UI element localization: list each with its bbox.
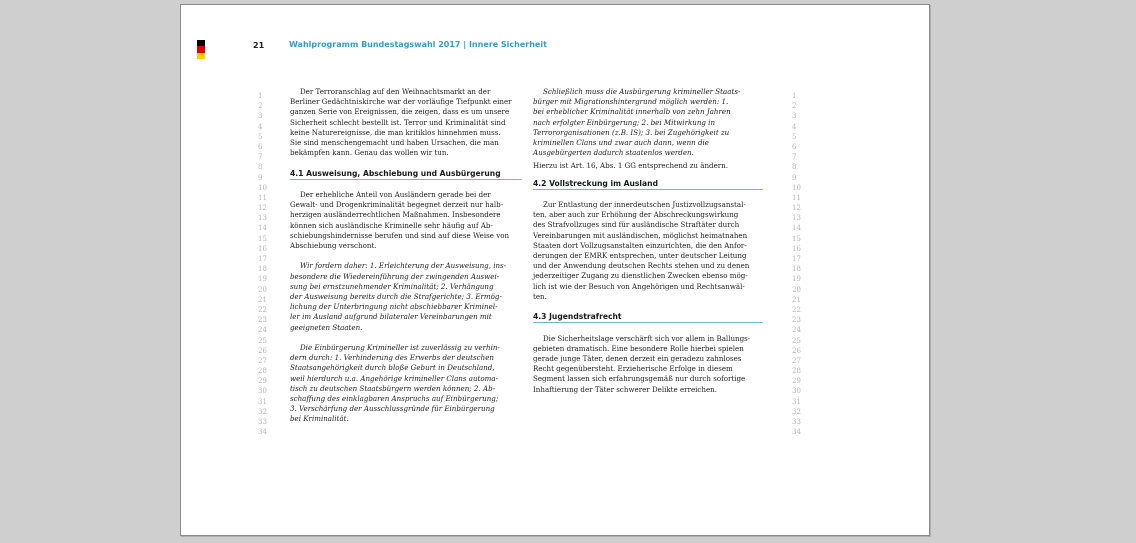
line-number: 26 (792, 346, 801, 355)
text-line: gebieten dramatisch. Eine besondere Rolle hierbei spielen (533, 343, 744, 353)
text-line: besondere die Wiedereinführung der zwingenden Auswei- (290, 271, 500, 281)
line-number: 23 (792, 316, 801, 325)
text-line: und der Anwendung deutschen Rechts stehen und zu denen (533, 261, 750, 271)
section-heading-4-2: 4.2 Vollstreckung im Ausland (533, 179, 763, 190)
german-flag-icon (197, 40, 205, 59)
text-line: Sicherheit schlecht bestellt ist. Terror und Kriminalität sind (290, 117, 506, 127)
text-line: ten. (533, 291, 547, 301)
text-line: Sie sind menschengemacht und haben Ursachen, die man (290, 138, 499, 148)
text-line: gerade junge Täter, denen derzeit ein geradezu zahnloses (533, 354, 742, 363)
text-line: können sich ausländische Kriminelle sehr häufig auf Ab- (290, 220, 493, 230)
text-line: geeigneten Staaten. (290, 322, 363, 332)
line-number: 21 (792, 295, 801, 304)
line-number: 19 (792, 275, 801, 284)
text-line: herzigen ausländerrechtlichen Maßnahmen. Insbesondere (290, 210, 501, 220)
line-number: 15 (258, 234, 267, 243)
text-line: schiebungshindernisse berufen und sind auf diese Weise von (290, 230, 510, 240)
text-line: lich ist wie der Besuch von Angehörigen und Rechtsanwäl- (533, 281, 745, 291)
line-number: 1 (792, 92, 797, 100)
text-line: ganzen Serie von Ereignissen, die zeigen, dass es um unsere (290, 107, 510, 117)
text-line: Segment lassen sich erfahrungsgemäß nur durch sofortige (533, 374, 746, 384)
line-number: 20 (792, 285, 801, 294)
line-number: 25 (792, 336, 801, 345)
line-number: 28 (792, 367, 801, 376)
text-line: ten, aber auch zur Erhöhung der Abschreckungswirkung (533, 210, 739, 220)
text-line: bei erheblicher Kriminalität innerhalb von zehn Jahren (533, 107, 731, 117)
line-number: 27 (258, 356, 267, 365)
line-number: 10 (792, 183, 801, 192)
text-line: Inhaftierung der Täter schwerer Delikte erreichen. (533, 384, 717, 394)
line-number: 31 (258, 397, 267, 406)
text-line: Schließlich muss die Ausbürgerung krimineller Staats- (543, 87, 741, 96)
line-number: 22 (258, 305, 267, 314)
line-number: 13 (792, 214, 801, 223)
line-number: 17 (258, 255, 267, 263)
line-number: 12 (258, 204, 267, 213)
line-number: 25 (258, 336, 267, 345)
line-number: 32 (258, 407, 267, 416)
line-number: 7 (258, 153, 263, 162)
section-4-1-paragraph-3 (290, 343, 522, 425)
line-number: 19 (258, 275, 267, 284)
text-line: Gewalt- und Drogenkriminalität begegnet derzeit nur halb- (290, 200, 504, 210)
line-number: 8 (792, 163, 797, 172)
text-line: nach erfolgter Einbürgerung; 2. bei Mitwirkung in (533, 117, 716, 127)
section-heading-4-3: 4.3 Jugendstrafrecht (533, 312, 763, 323)
line-number: 2 (792, 102, 797, 111)
line-number: 11 (792, 193, 801, 202)
line-number: 15 (792, 234, 801, 243)
text-line: lichung der Unterbringung nicht abschiebbarer Kriminel- (290, 302, 498, 312)
text-line: ler im Ausland aufgrund bilateraler Vereinbarungen mit (290, 312, 492, 322)
section-4-1-paragraph-1 (290, 190, 522, 251)
line-number: 17 (792, 255, 801, 263)
left-line-numbers (258, 91, 267, 437)
text-line: bürger mit Migrationshintergrund möglich werden: 1. (533, 97, 729, 107)
line-number: 4 (258, 122, 263, 131)
line-number: 4 (792, 122, 797, 131)
text-line: Staatsangehörigkeit durch bloße Geburt in Deutschland, (290, 363, 495, 373)
line-number: 14 (792, 224, 801, 233)
text-line: Recht gegenübersteht. Erzieherische Erfolge in diesem (533, 364, 733, 374)
line-number: 24 (792, 326, 801, 335)
text-line: keine Naturereignisse, die man kritiklos hinnehmen muss. (290, 127, 501, 137)
text-line: Staaten dort Vollzugsanstalten einzurichten, die den Anfor- (533, 240, 747, 250)
text-line: 3. Verschärfung der Ausschlussgründe für Einbürgerung (290, 404, 495, 414)
line-number: 34 (792, 428, 801, 437)
text-line: Berliner Gedächtniskirche war der vorläufige Tiefpunkt einer (290, 97, 512, 107)
text-line: tisch zu deutschen Staatsbürgern werden können; 2. Ab- (290, 383, 496, 393)
line-number: 9 (792, 173, 797, 182)
text-line: Die Sicherheitslage verschärft sich vor allem in Ballungs- (543, 333, 751, 343)
line-number: 6 (258, 142, 263, 151)
text-line: Der Terroranschlag auf den Weihnachtsmarkt an der (300, 87, 491, 96)
text-line: des Strafvollzuges sind für ausländische Straftäter durch (533, 220, 740, 230)
text-line: dern durch: 1. Verhinderung des Erwerbs der deutschen (290, 353, 494, 363)
text-line: kriminellen Clans und zwar auch dann, wenn die (533, 138, 709, 148)
line-number: 6 (792, 142, 797, 151)
line-number: 18 (792, 265, 801, 274)
line-number: 30 (792, 387, 801, 396)
line-number: 21 (258, 295, 267, 304)
line-number: 16 (258, 244, 267, 253)
line-number: 2 (258, 102, 263, 111)
line-number: 5 (792, 132, 797, 141)
left-column (290, 87, 522, 425)
line-number: 34 (258, 428, 267, 437)
right-column (533, 87, 765, 395)
text-line: Die Einbürgerung Krimineller ist zuverlässig zu verhin- (300, 343, 500, 352)
line-number: 31 (792, 397, 801, 406)
text-line: schaffung des einklagbaren Anspruchs auf Einbürgerung; (290, 394, 499, 404)
line-number: 3 (258, 112, 263, 121)
line-number: 10 (258, 183, 267, 192)
text-line: Terrororganisationen (z.B. IS); 3. bei Zugehörigkeit zu (533, 127, 730, 137)
text-line: weil hierdurch u.a. Angehörige krimineller Clans automa- (290, 373, 499, 383)
line-number: 18 (258, 265, 267, 274)
text-line: bekämpfen kann. Genau das wollen wir tun. (290, 148, 449, 158)
line-number: 5 (258, 132, 263, 141)
line-number: 26 (258, 346, 267, 355)
text-line: der Ausweisung bereits durch die Strafgerichte; 3. Ermög- (290, 292, 502, 301)
line-number: 1 (258, 92, 263, 100)
expatriation-paragraph (533, 87, 765, 158)
text-line: derungen der EMRK entsprechen, unter deutscher Leitung (533, 251, 747, 261)
line-number: 30 (258, 387, 267, 396)
line-number: 23 (258, 316, 267, 325)
text-line: Der erhebliche Anteil von Ausländern gerade bei der (300, 189, 491, 199)
article-16-note: Hierzu ist Art. 16, Abs. 1 GG entsprechend zu ändern. (533, 161, 729, 171)
line-number: 33 (258, 418, 267, 426)
line-number: 22 (792, 305, 801, 314)
text-line: Wir fordern daher: 1. Erleichterung der Ausweisung, ins- (300, 261, 507, 271)
text-line: sung bei ernstzunehmender Kriminalität; 2. Verhängung (290, 281, 494, 291)
line-number: 28 (258, 367, 267, 376)
line-number: 29 (792, 377, 801, 386)
line-number: 32 (792, 407, 801, 416)
text-line: Abschiebung verschont. (290, 241, 377, 250)
document-page (180, 4, 930, 536)
line-number: 3 (792, 112, 797, 121)
line-number: 8 (258, 163, 263, 172)
section-4-3-paragraph (533, 334, 765, 395)
page-number: 21 (253, 41, 265, 50)
right-line-numbers (792, 91, 801, 437)
line-number: 13 (258, 214, 267, 223)
section-heading-4-1: 4.1 Ausweisung, Abschiebung und Ausbürgerung (290, 169, 522, 180)
text-line: bei Kriminalität. (290, 414, 349, 424)
text-line: Zur Entlastung der innerdeutschen Justizvollzugsanstal- (543, 200, 746, 209)
line-number: 27 (792, 356, 801, 365)
line-number: 11 (258, 193, 267, 202)
text-line: jederzeitiger Zugang zu dienstlichen Zwecken ebenso mög- (533, 271, 748, 281)
running-header-title: Wahlprogramm Bundestagswahl 2017 | Innere Sicherheit (289, 40, 547, 49)
line-number: 16 (792, 244, 801, 253)
line-number: 14 (258, 224, 267, 233)
line-number: 7 (792, 153, 797, 162)
intro-paragraph (290, 87, 522, 158)
line-number: 12 (792, 204, 801, 213)
line-number: 33 (792, 418, 801, 426)
line-number: 9 (258, 173, 263, 182)
text-line: Ausgebürgerten dadurch staatenlos werden. (533, 148, 694, 158)
line-number: 29 (258, 377, 267, 386)
section-4-1-paragraph-2 (290, 261, 522, 332)
line-number: 20 (258, 285, 267, 294)
text-line: Vereinbarungen mit ausländischen, möglichst heimatnahen (533, 230, 748, 240)
section-4-2-paragraph (533, 200, 765, 302)
line-number: 24 (258, 326, 267, 335)
